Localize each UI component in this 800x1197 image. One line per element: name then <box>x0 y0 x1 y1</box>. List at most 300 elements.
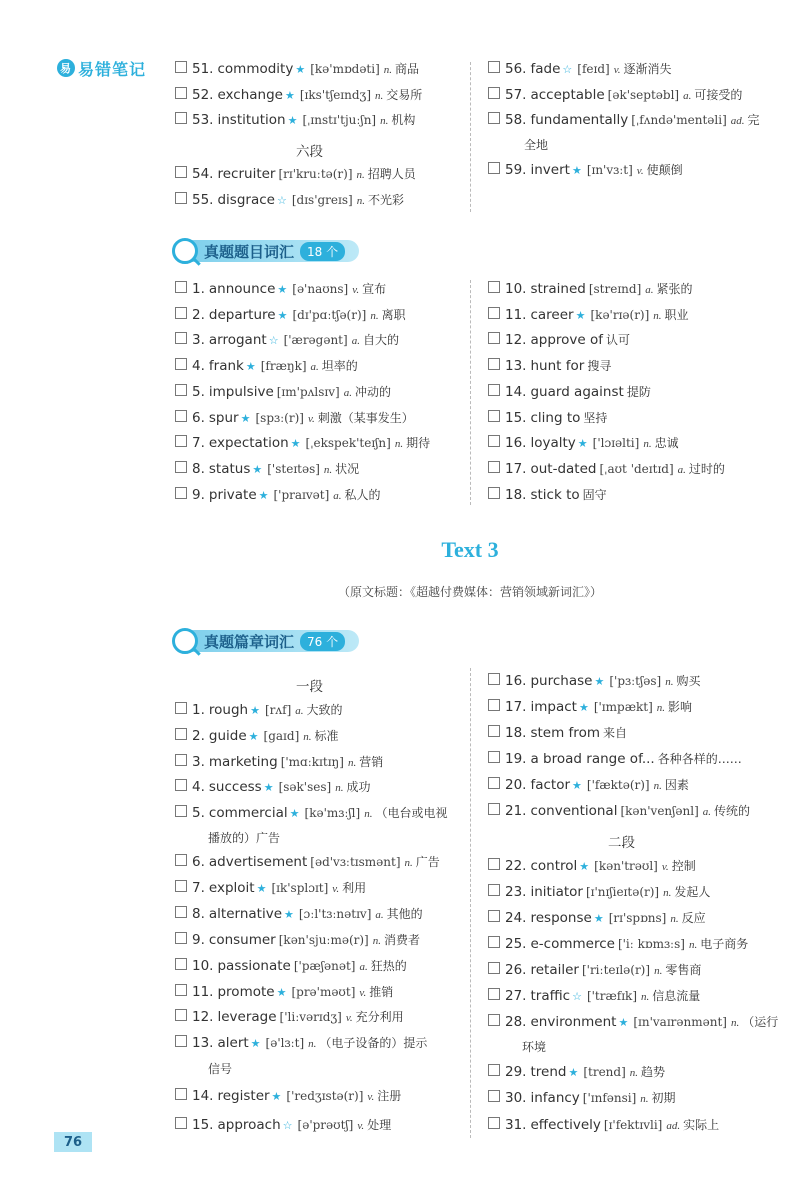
checkbox-icon[interactable] <box>175 281 187 293</box>
checkbox-icon[interactable] <box>488 988 500 1000</box>
vocab-item <box>488 724 627 742</box>
item-number: 12. <box>505 332 527 349</box>
item-number: 18. <box>505 486 527 503</box>
checkbox-icon[interactable] <box>175 702 187 714</box>
vocab-item <box>488 60 672 79</box>
checkbox-icon[interactable] <box>175 1088 187 1100</box>
vocab-item <box>488 857 696 876</box>
checkbox-icon[interactable] <box>175 754 187 766</box>
magnifier-icon <box>172 628 198 654</box>
item-meaning: 信息流量 <box>652 989 701 1003</box>
item-pos: n. <box>641 991 650 1003</box>
item-meaning: 因素 <box>664 778 689 792</box>
item-phonetic: [ɪm'pʌlsɪv] <box>276 384 340 399</box>
item-word: effectively <box>530 1117 601 1133</box>
item-phonetic: ['liːvərɪdʒ] <box>279 1010 342 1024</box>
item-meaning: 反应 <box>681 911 706 925</box>
vocab-item <box>175 306 406 325</box>
checkbox-icon[interactable] <box>175 1035 187 1047</box>
vocab-item <box>488 1089 676 1108</box>
item-word: leverage <box>217 1009 277 1025</box>
checkbox-icon[interactable] <box>175 487 187 499</box>
vocab-item <box>175 701 343 720</box>
checkbox-icon[interactable] <box>488 112 500 124</box>
item-pos: n. <box>308 1038 317 1050</box>
item-word: promote <box>217 984 275 1000</box>
checkbox-icon[interactable] <box>175 384 187 396</box>
item-meaning: 广告 <box>415 855 440 869</box>
item-pos: n. <box>356 169 365 181</box>
item-meaning: 影响 <box>668 700 693 714</box>
item-number: 13. <box>192 1035 214 1051</box>
item-number: 24. <box>505 910 527 926</box>
checkbox-icon[interactable] <box>175 906 187 918</box>
item-pos: n. <box>303 731 312 743</box>
item-phonetic: [ɪn'vɜːt] <box>586 163 633 177</box>
item-pos: a. <box>343 386 352 399</box>
checkbox-icon[interactable] <box>175 87 187 99</box>
checkbox-icon[interactable] <box>488 384 500 396</box>
checkbox-icon[interactable] <box>175 332 187 344</box>
item-number: 16. <box>505 435 527 452</box>
item-pos: v. <box>367 1091 375 1103</box>
item-number: 18. <box>505 725 527 741</box>
vocab-item <box>488 776 689 795</box>
star-icon: ★ <box>594 675 605 688</box>
item-meaning: 趋势 <box>641 1065 666 1079</box>
item-word: advertisement <box>208 854 308 870</box>
item-phonetic: [streɪnd] <box>588 282 642 296</box>
star-icon: ★ <box>250 1037 261 1050</box>
item-number: 17. <box>505 699 527 715</box>
item-pos: n. <box>643 438 652 451</box>
vocab-item <box>175 165 416 184</box>
item-meaning: 电子商务 <box>700 937 749 951</box>
item-word: traffic <box>530 988 571 1004</box>
item-number: 58. <box>505 112 527 128</box>
checkbox-icon[interactable] <box>175 984 187 996</box>
star-icon: ★ <box>572 779 582 792</box>
star-icon: ★ <box>285 89 295 102</box>
item-word: arrogant <box>208 332 267 349</box>
item-number: 28. <box>505 1014 527 1030</box>
item-phonetic: [prə'məʊt] <box>291 985 356 999</box>
item-meaning: （运行 <box>742 1015 779 1029</box>
item-number: 13. <box>505 358 527 375</box>
item-phonetic: [kən'sjuːmə(r)] <box>278 933 369 947</box>
vocab-item <box>175 486 381 505</box>
item-meaning: 注册 <box>377 1089 402 1103</box>
vocab-item <box>488 460 725 479</box>
item-meaning: 机构 <box>391 113 416 127</box>
item-number: 53. <box>192 112 214 128</box>
item-phonetic: [kə'rɪə(r)] <box>590 307 650 322</box>
item-word: approach <box>217 1117 281 1133</box>
item-word: passionate <box>217 958 291 974</box>
item-number: 26. <box>505 962 527 978</box>
item-pos: n. <box>640 1093 649 1105</box>
item-pos: v. <box>352 284 360 296</box>
item-number: 12. <box>192 1009 214 1025</box>
item-phonetic: ['fæktə(r)] <box>586 778 650 792</box>
item-word: guard against <box>530 383 624 400</box>
checkbox-icon[interactable] <box>488 803 500 815</box>
item-number: 22. <box>505 858 527 874</box>
checkbox-icon[interactable] <box>488 1064 500 1076</box>
vocab-item <box>488 280 693 299</box>
item-meaning: 固守 <box>582 487 607 502</box>
checkbox-icon[interactable] <box>488 281 500 293</box>
vocab-item <box>488 1013 778 1032</box>
item-meaning: 私人的 <box>344 487 381 502</box>
item-meaning: 各种各样的…… <box>657 752 742 766</box>
star-icon: ★ <box>248 730 259 743</box>
item-phonetic: [ˌaʊt 'deɪtɪd] <box>599 461 674 476</box>
brand-logo <box>57 57 146 79</box>
item-meaning: 成功 <box>346 780 371 794</box>
item-meaning: 状况 <box>335 461 360 476</box>
item-meaning: 认可 <box>606 333 631 348</box>
item-number: 11. <box>505 306 527 323</box>
item-pos: v. <box>661 861 669 873</box>
checkbox-icon[interactable] <box>488 673 500 685</box>
checkbox-icon[interactable] <box>488 858 500 870</box>
item-phonetic: [spɜː(r)] <box>255 410 304 425</box>
star-icon: ★ <box>578 701 589 714</box>
item-number: 10. <box>192 958 214 974</box>
checkbox-icon[interactable] <box>175 880 187 892</box>
vocab-item <box>175 1116 391 1135</box>
item-pos: n. <box>629 1067 639 1079</box>
column-divider <box>470 668 471 1138</box>
item-word: spur <box>208 409 239 426</box>
item-pos: v. <box>332 883 340 895</box>
checkbox-icon[interactable] <box>488 358 500 370</box>
checkbox-icon[interactable] <box>488 962 500 974</box>
item-word: fade <box>530 61 561 77</box>
checkbox-icon[interactable] <box>175 1117 187 1129</box>
checkbox-icon[interactable] <box>488 884 500 896</box>
item-word: hunt for <box>530 358 585 375</box>
item-number: 1. <box>192 281 205 297</box>
item-phonetic: [ɪ'fektɪvli] <box>603 1118 663 1132</box>
item-number: 5. <box>192 805 205 821</box>
vocab-item <box>488 383 651 401</box>
star-icon: ★ <box>277 308 288 322</box>
item-meaning: 利用 <box>342 881 367 895</box>
item-phonetic: ['ɪnfənsi] <box>582 1091 637 1105</box>
item-number: 2. <box>192 728 205 744</box>
checkbox-icon[interactable] <box>175 112 187 124</box>
vocab-item <box>488 961 701 980</box>
item-number: 25. <box>505 936 527 952</box>
checkbox-icon[interactable] <box>175 307 187 319</box>
star-icon: ★ <box>618 1016 629 1029</box>
item-word: approve of <box>530 332 604 349</box>
item-meaning: 初期 <box>651 1091 676 1105</box>
item-meaning: （电台或电视 <box>375 806 448 820</box>
item-phonetic: [rɪ'kruːtə(r)] <box>278 167 353 181</box>
item-meaning: 实际上 <box>683 1118 720 1132</box>
item-phonetic: [ˌɪnstɪ'tjuːʃn] <box>302 113 377 127</box>
item-word: career <box>530 306 574 323</box>
item-phonetic: ['mɑːkɪtɪŋ] <box>280 755 344 769</box>
item-phonetic: ['riːteɪlə(r)] <box>581 963 651 977</box>
item-pos: n. <box>688 939 698 951</box>
item-word: success <box>208 779 262 795</box>
vocab-item <box>175 434 430 453</box>
item-phonetic: [gaɪd] <box>263 729 300 743</box>
item-phonetic: ['træfɪk] <box>586 989 638 1003</box>
star-icon: ★ <box>289 807 300 820</box>
item-word: trend <box>530 1064 567 1080</box>
item-meaning: 冲动的 <box>354 384 391 399</box>
item-phonetic: [rʌf] <box>264 703 292 717</box>
item-pos: ad. <box>666 1120 681 1132</box>
checkbox-icon[interactable] <box>488 777 500 789</box>
item-pos: n. <box>335 782 344 794</box>
item-phonetic: ['pɜːtʃəs] <box>609 674 662 688</box>
item-word: a broad range of... <box>530 751 655 767</box>
item-word: stick to <box>530 486 580 503</box>
item-pos: n. <box>653 309 662 322</box>
checkbox-icon[interactable] <box>488 910 500 922</box>
item-number: 8. <box>192 906 205 922</box>
item-meaning: 交易所 <box>386 88 423 102</box>
item-phonetic: ['redʒɪstə(r)] <box>286 1089 364 1103</box>
item-number: 6. <box>192 854 205 870</box>
item-word: response <box>530 910 592 926</box>
checkbox-icon[interactable] <box>175 61 187 73</box>
item-meaning: 推销 <box>369 985 394 999</box>
item-pos: n. <box>370 309 379 322</box>
star-icon: ★ <box>277 283 288 296</box>
checkbox-icon[interactable] <box>488 332 500 344</box>
item-number: 8. <box>192 460 205 477</box>
item-word: disgrace <box>217 192 275 208</box>
vocab-item <box>175 86 422 105</box>
vocab-item <box>488 331 630 349</box>
item-meaning: 使颠倒 <box>646 163 683 177</box>
item-number: 7. <box>192 880 205 896</box>
star-icon: ★ <box>284 908 294 921</box>
item-phonetic: [dɪs'greɪs] <box>291 193 353 207</box>
section-count: 18 个 <box>300 242 345 261</box>
vocab-item <box>488 698 692 717</box>
page-number: 76 <box>54 1132 92 1152</box>
item-phonetic: [əd'vɜːtɪsmənt] <box>310 855 401 869</box>
item-word: loyalty <box>530 435 576 452</box>
checkbox-icon[interactable] <box>488 1117 500 1129</box>
item-pos: n. <box>375 90 384 102</box>
checkbox-icon[interactable] <box>488 1090 500 1102</box>
item-word: cling to <box>530 409 581 426</box>
item-word: impulsive <box>208 383 274 400</box>
vocab-item <box>488 1063 665 1082</box>
item-phonetic: ['lɔɪəlti] <box>592 436 640 451</box>
checkbox-icon[interactable] <box>488 61 500 73</box>
item-word: frank <box>208 358 244 375</box>
item-number: 17. <box>505 460 527 477</box>
star-icon: ☆ <box>268 334 279 348</box>
vocab-item <box>175 778 370 797</box>
vocab-item <box>175 1034 427 1053</box>
item-number: 21. <box>505 803 527 819</box>
item-meaning: 忠诚 <box>654 436 679 451</box>
item-pos: ad. <box>730 115 745 127</box>
checkbox-icon[interactable] <box>175 805 187 817</box>
item-meaning: 坦率的 <box>321 359 358 374</box>
item-phonetic: [ɪk'splɔɪt] <box>271 881 329 895</box>
meaning-continuation: 信号 <box>208 1062 233 1076</box>
checkbox-icon[interactable] <box>488 1014 500 1026</box>
item-number: 6. <box>192 409 205 426</box>
vocab-item <box>488 161 683 180</box>
item-pos: v. <box>307 412 315 425</box>
star-icon: ★ <box>240 411 251 425</box>
vocab-item <box>175 409 414 428</box>
vocab-item <box>175 983 393 1002</box>
item-number: 57. <box>505 87 527 103</box>
checkbox-icon[interactable] <box>175 958 187 970</box>
item-pos: a. <box>333 489 342 502</box>
item-pos: v. <box>357 1120 365 1132</box>
vocab-item <box>175 357 358 376</box>
item-phonetic: [trend] <box>583 1065 626 1079</box>
item-meaning: 大致的 <box>306 703 343 717</box>
item-word: status <box>208 460 251 477</box>
item-pos: n. <box>654 965 663 977</box>
item-pos: n. <box>653 780 662 792</box>
original-title: （原文标题：《超越付费媒体：营销领域新词汇》） <box>337 585 602 599</box>
section-count: 76 个 <box>300 632 345 651</box>
vocab-item <box>175 931 420 950</box>
checkbox-icon[interactable] <box>175 1009 187 1021</box>
checkbox-icon[interactable] <box>488 487 500 499</box>
item-phonetic: ['ærəgənt] <box>283 333 348 348</box>
item-meaning: 招聘人员 <box>367 167 416 181</box>
checkbox-icon[interactable] <box>175 728 187 740</box>
item-number: 9. <box>192 932 205 948</box>
magnifier-icon <box>172 238 198 264</box>
section-title: 真题篇章词汇 <box>204 632 295 651</box>
checkbox-icon[interactable] <box>488 461 500 473</box>
item-word: announce <box>208 281 276 297</box>
item-number: 51. <box>192 61 214 77</box>
item-pos: a. <box>702 806 712 818</box>
checkbox-icon[interactable] <box>175 166 187 178</box>
checkbox-icon[interactable] <box>175 358 187 370</box>
vocab-item <box>488 935 748 954</box>
item-meaning: 搜寻 <box>587 359 612 374</box>
item-phonetic: ['ɪmpækt] <box>593 700 653 714</box>
checkbox-icon[interactable] <box>488 307 500 319</box>
checkbox-icon[interactable] <box>488 725 500 737</box>
checkbox-icon[interactable] <box>175 779 187 791</box>
star-icon: ★ <box>276 986 287 999</box>
item-phonetic: [ɪ'nɪʃieɪtə(r)] <box>585 885 660 899</box>
item-phonetic: [kə'mɒdəti] <box>310 62 380 76</box>
item-number: 4. <box>192 779 205 795</box>
item-number: 23. <box>505 884 527 900</box>
item-word: register <box>217 1088 270 1104</box>
section-banner-1 <box>172 238 359 264</box>
star-icon: ★ <box>577 437 588 451</box>
item-pos: v. <box>636 165 644 177</box>
item-phonetic: [ə'prəʊtʃ] <box>297 1118 354 1132</box>
checkbox-icon[interactable] <box>175 854 187 866</box>
item-phonetic: [dɪ'pɑːtʃə(r)] <box>292 307 367 322</box>
item-word: strained <box>530 281 586 297</box>
item-word: out-dated <box>530 460 597 477</box>
checkbox-icon[interactable] <box>488 435 500 447</box>
item-number: 30. <box>505 1090 527 1106</box>
item-number: 7. <box>192 435 205 452</box>
item-number: 15. <box>192 1117 214 1133</box>
checkbox-icon[interactable] <box>488 162 500 174</box>
item-phonetic: [fræŋk] <box>260 359 307 374</box>
checkbox-icon[interactable] <box>175 932 187 944</box>
checkbox-icon[interactable] <box>488 936 500 948</box>
vocab-item <box>488 111 760 130</box>
item-meaning: 零售商 <box>665 963 702 977</box>
vocab-item <box>175 1087 401 1106</box>
item-meaning: （电子设备的）提示 <box>319 1036 428 1050</box>
item-phonetic: [kən'venʃənl] <box>620 804 699 818</box>
checkbox-icon[interactable] <box>175 410 187 422</box>
item-meaning: 刺激（某事发生） <box>317 410 414 425</box>
item-number: 20. <box>505 777 527 793</box>
item-phonetic: [ɪks'tʃeɪndʒ] <box>299 88 372 102</box>
item-pos: v. <box>613 64 621 76</box>
vocab-item <box>175 727 339 746</box>
item-phonetic: [kə'mɜːʃl] <box>304 806 361 820</box>
checkbox-icon[interactable] <box>488 410 500 422</box>
item-number: 10. <box>505 281 527 297</box>
item-number: 15. <box>505 409 527 426</box>
checkbox-icon[interactable] <box>175 461 187 473</box>
vocab-item <box>175 60 419 79</box>
item-meaning: 处理 <box>367 1118 392 1132</box>
paragraph-heading: 一段 <box>296 679 323 695</box>
item-phonetic: [ˌfʌndə'mentəli] <box>631 113 727 127</box>
checkbox-icon[interactable] <box>488 87 500 99</box>
item-pos: n. <box>665 676 674 688</box>
star-icon: ☆ <box>282 1119 293 1132</box>
item-phonetic: [ə'naʊns] <box>292 282 349 296</box>
item-pos: a. <box>351 335 360 348</box>
vocab-item <box>175 111 415 130</box>
vocab-item <box>488 306 689 325</box>
item-word: commodity <box>217 61 294 77</box>
item-pos: n. <box>372 935 381 947</box>
item-word: recruiter <box>217 166 276 182</box>
star-icon: ★ <box>256 882 267 895</box>
star-icon: ★ <box>295 63 306 76</box>
star-icon: ★ <box>568 1066 579 1079</box>
checkbox-icon[interactable] <box>488 699 500 711</box>
item-word: initiator <box>530 884 583 900</box>
checkbox-icon[interactable] <box>175 435 187 447</box>
item-pos: a. <box>683 90 692 102</box>
item-meaning: 提防 <box>626 384 651 399</box>
section-title: 真题题目词汇 <box>204 242 295 261</box>
checkbox-icon[interactable] <box>175 192 187 204</box>
item-number: 19. <box>505 751 527 767</box>
item-phonetic: ['steɪtəs] <box>267 461 320 476</box>
checkbox-icon[interactable] <box>488 751 500 763</box>
item-word: commercial <box>208 805 288 821</box>
